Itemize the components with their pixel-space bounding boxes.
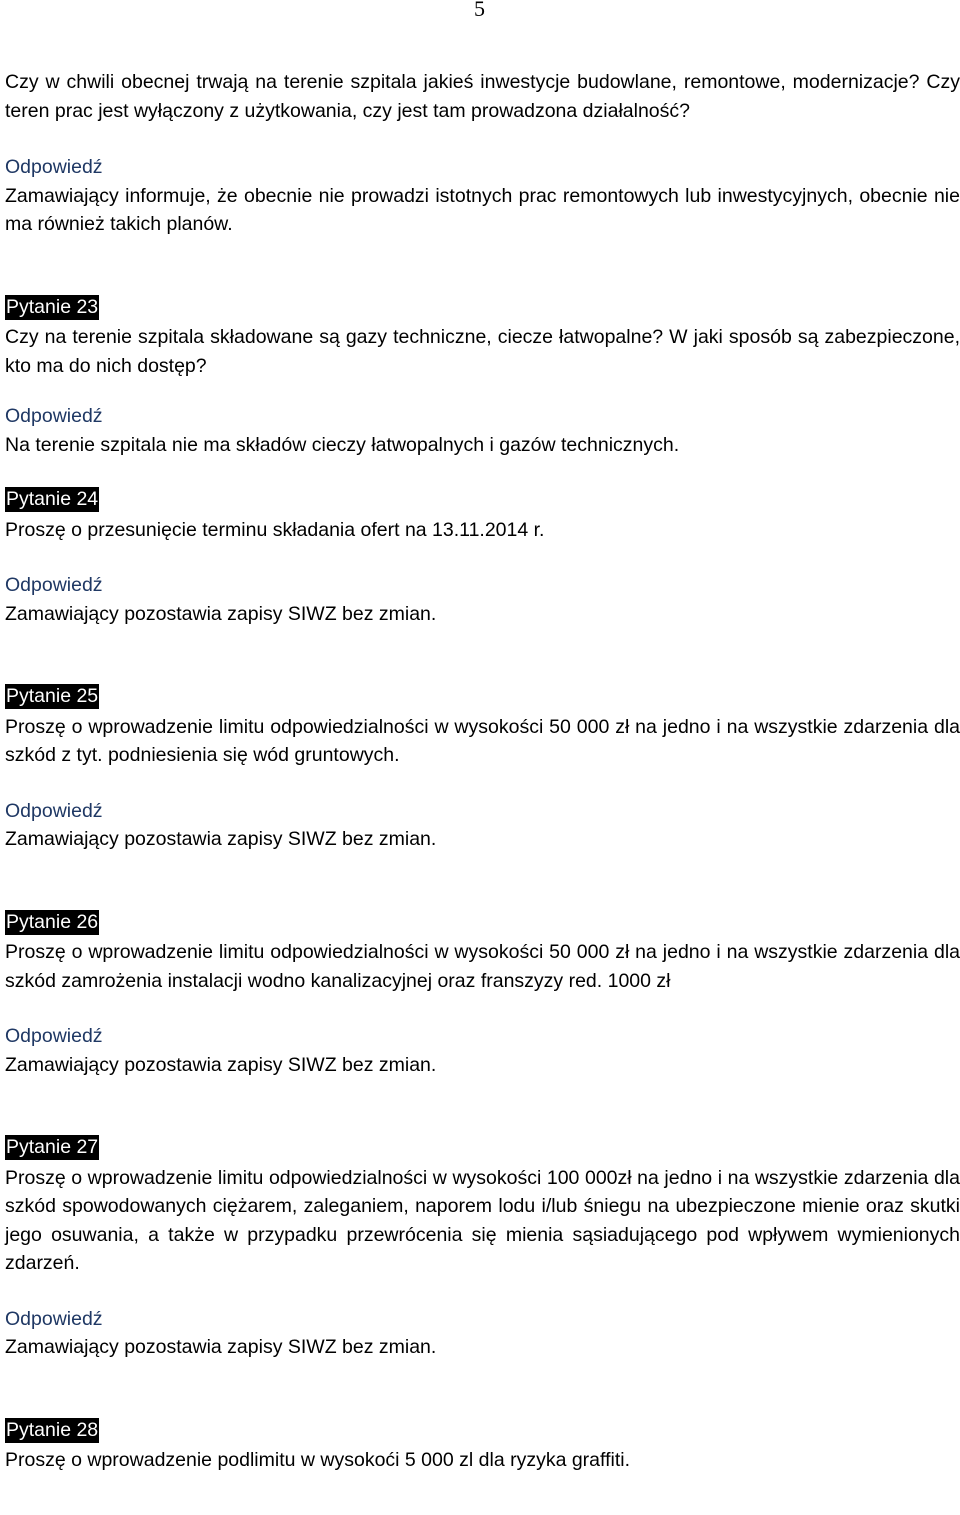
question-label: Pytanie 24 [6,488,99,510]
qa-block-26 [5,910,960,1080]
answer-text: Na terenie szpitala nie ma składów cieczy łatwopalnych i gazów technicznych. [5,433,680,456]
answer-text: Zamawiający informuje, że obecnie nie prowadzi istotnych prac remontowych lub inwestycyjnych, obecnie nie ma również takich planów. [5,184,960,235]
answer-label: Odpowiedź [5,156,103,178]
answer-label: Odpowiedź [5,1307,103,1330]
answer-label: Odpowiedź [5,799,103,822]
page-number: 5 [474,0,485,21]
question-text: Proszę o przesunięcie terminu składania ofert na 13.11.2014 r. [5,518,545,541]
question-label: Pytanie 26 [6,910,99,933]
question-text: Proszę o wprowadzenie limitu odpowiedzialności w wysokości 100 000zł na jedno i na wszystkie zdarzenia dla szkód spowodowanych ciężarem, zaleganiem, naporem lodu i/lub śniegu na ubezpieczone mienie oraz skutki jego osuwania, a także w przypadku przewrócenia się mienia sąsiadującego pod wpływem wymienionych zdarzeń. [5,1166,960,1274]
question-label: Pytanie 23 [6,295,99,318]
qa-block-22 [5,68,960,239]
question-label: Pytanie 25 [6,685,99,707]
qa-block-28 [5,1418,960,1475]
answer-label: Odpowiedź [5,405,103,427]
question-text: Czy na terenie szpitala składowane są gazy techniczne, ciecze łatwopalne? W jaki sposób są zabezpieczone, kto ma do nich dostęp? [5,326,960,377]
answer-text: Zamawiający pozostawia zapisy SIWZ bez zmian. [5,1053,437,1076]
answer-label: Odpowiedź [5,1025,103,1047]
answer-text: Zamawiający pozostawia zapisy SIWZ bez zmian. [5,1336,437,1358]
qa-block-24 [5,487,960,628]
document-body [5,68,960,1475]
question-text: Proszę o wprowadzenie podlimitu w wysokoći 5 000 zl dla ryzyka graffiti. [5,1449,630,1471]
question-label: Pytanie 28 [6,1418,99,1441]
question-text: Proszę o wprowadzenie limitu odpowiedzialności w wysokości 50 000 zł na jedno i na wszystkie zdarzenia dla szkód zamrożenia instalacji wodno kanalizacyjnej oraz franszyzy red. 1000 zł [5,941,960,992]
answer-label: Odpowiedź [5,574,103,596]
qa-block-23 [5,295,960,460]
question-label: Pytanie 27 [6,1136,99,1158]
qa-block-27 [5,1135,960,1362]
qa-block-25 [5,684,960,854]
answer-text: Zamawiający pozostawia zapisy SIWZ bez zmian. [5,828,437,850]
answer-text: Zamawiający pozostawia zapisy SIWZ bez zmian. [5,602,437,625]
question-text: Proszę o wprowadzenie limitu odpowiedzialności w wysokości 50 000 zł na jedno i na wszystkie zdarzenia dla szkód z tyt. podniesienia się wód gruntowych. [5,715,960,766]
question-text: Czy w chwili obecnej trwają na terenie szpitala jakieś inwestycje budowlane, remontowe, modernizacje? Czy teren prac jest wyłączony z użytkowania, czy jest tam prowadzona działalność? [5,71,960,122]
